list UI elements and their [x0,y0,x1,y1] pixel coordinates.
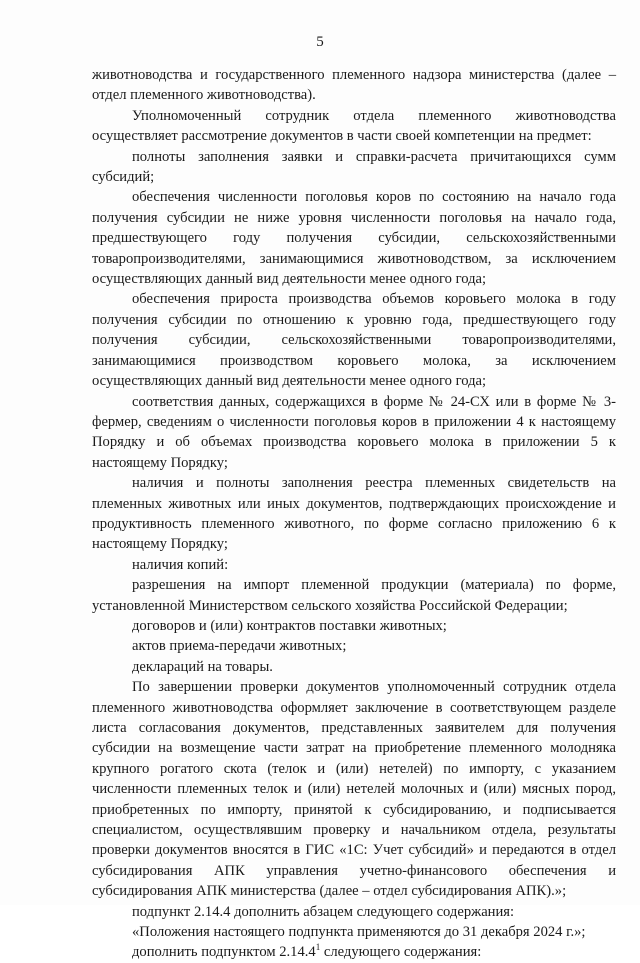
page-number: 5 [316,34,324,50]
paragraph: обеспечения прироста производства объемов коровьего молока в году получения субсидии по отношению к уровню года, предшествующего году получения субсидии, сельскохозяйственными товаропроизводителями, занимающимися производством коровьего молока, за исключением осуществляющих данный вид деятельности менее одного года; [92,291,616,390]
paragraph: деклараций на товары. [132,658,273,675]
paragraph: По завершении проверки документов уполномоченный сотрудник отдела племенного животноводства оформляет заключение в соответствующем разделе листа согласования документов, представленных заявителем для получения субсидии на возмещение части затрат на приобретение племенного молодняка крупного рогатого скота (телок и (или) нетелей) по импорту, с указанием численности племенных телок и (или) нетелей молочных и (или) мясных пород, приобретенных по импорту, принятой к субсидированию, и подписывается специалистом, осуществлявшим проверку и начальником отдела, результаты проверки документов вносятся в ГИС «1С: Учет субсидий» и передаются в отдел субсидирования АПК управления учетно-финансового обеспечения и субсидирования АПК министерства (далее – отдел субсидирования АПК).»; [92,679,616,900]
paragraph: обеспечения численности поголовья коров по состоянию на начало года получения субсидии не ниже уровня численности поголовья на начало года, предшествующего году получения субсидии, сельскохозяйственными товаропроизводителями, занимающимися животноводством, за исключением осуществляющих данный вид деятельности менее одного года; [92,189,616,288]
paragraph: актов приема-передачи животных; [132,638,347,655]
paragraph: подпункт 2.14.4 дополнить абзацем следующего содержания: [132,903,515,920]
paragraph: договоров и (или) контрактов поставки животных; [132,617,447,634]
paragraph: полноты заполнения заявки и справки-расчета причитающихся сумм субсидий; [92,148,616,186]
paragraph-last [92,942,616,962]
paragraph: разрешения на импорт племенной продукции (материала) по форме, установленной Министерством сельского хозяйства Российской Федерации; [92,577,616,614]
paragraph: наличия и полноты заполнения реестра племенных свидетельств на племенных животных или иных документов, подтверждающих происхождение и продуктивность племенного животного, по форме согласно приложению 6 к настоящему Порядку; [92,475,616,553]
paragraph: наличия копий: [132,556,229,573]
paragraph: животноводства и государственного племенного надзора министерства (далее – отдел племенного животноводства). [92,67,616,104]
last-line-text-end: следующего содержания: [320,944,482,961]
paragraph: «Положения настоящего подпункта применяются до 31 декабря 2024 г.»; [132,924,586,941]
document-body [92,65,616,963]
last-line-text: дополнить подпунктом 2.14.4 [132,944,316,961]
paragraph: Уполномоченный сотрудник отдела племенного животноводства осуществляет рассмотрение документов в части своей компетенции на предмет: [92,107,616,145]
superscript-1: 1 [315,942,321,953]
paragraph: соответствия данных, содержащихся в форме № 24-СХ или в форме № 3-фермер, сведениям о численности поголовья коров в приложении 4 к настоящему Порядку и об объемах производства коровьего молока в приложении 5 к настоящему Порядку; [92,393,616,471]
